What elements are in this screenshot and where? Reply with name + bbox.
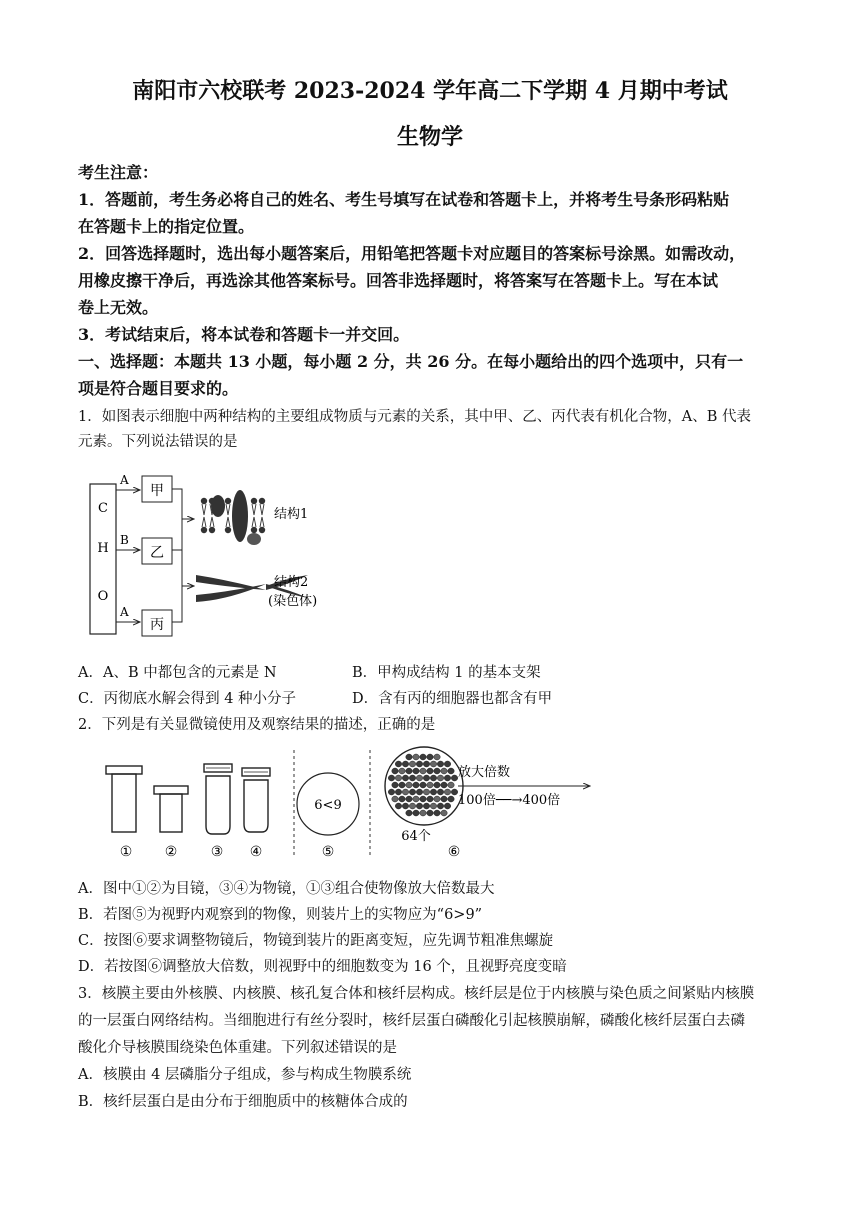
cell [434, 796, 440, 802]
notice-heading: 考生注意： [78, 163, 159, 182]
cell [406, 754, 412, 760]
arrow-label-b: B [120, 533, 129, 547]
cell [392, 796, 398, 802]
cell [441, 768, 447, 774]
notice-line: 2．回答选择题时，选出每小题答案后，用铅笔把答题卡对应题目的答案标号涂黑。如需改动， [78, 244, 746, 263]
element-c: C [98, 501, 108, 516]
cell [409, 761, 415, 767]
cell [437, 761, 443, 767]
q3-option-a: A．核膜由 4 层磷脂分子组成，参与构成生物膜系统 [78, 1067, 412, 1083]
q3-option-b: B．核纤层蛋白是由分布于细胞质中的核糖体合成的 [78, 1094, 408, 1110]
cell [420, 782, 426, 788]
cell [406, 782, 412, 788]
cell [451, 775, 457, 781]
q1-stem: 1．如图表示细胞中两种结构的主要组成物质与元素的关系，其中甲、乙、丙代表有机化合物，A、B 代表 [78, 409, 751, 425]
cell [413, 768, 419, 774]
cell [427, 796, 433, 802]
box-jia-label: 甲 [150, 483, 164, 499]
cell [420, 796, 426, 802]
cell [413, 796, 419, 802]
cell [413, 754, 419, 760]
box-bing-label: 丙 [150, 617, 164, 633]
objective-short [242, 768, 270, 832]
cell [420, 754, 426, 760]
membrane-structure [201, 490, 265, 545]
cell [420, 768, 426, 774]
q2-option-c: C．按图⑥要求调整物镜后，物镜到装片的距离变短，应先调节粗准焦螺旋 [78, 933, 554, 949]
cell [427, 810, 433, 816]
cell [434, 810, 440, 816]
cell [437, 775, 443, 781]
field-of-view-6 [385, 747, 463, 825]
cell [399, 768, 405, 774]
cell [451, 789, 457, 795]
cell [420, 810, 426, 816]
label-5: ⑤ [321, 844, 335, 860]
q1-stem: 元素。下列说法错误的是 [78, 434, 238, 450]
cell [444, 775, 450, 781]
notice-line: 用橡皮擦干净后，再选涂其他答案标号。回答非选择题时，将答案写在答题卡上。写在本试 [78, 271, 719, 290]
cell [437, 789, 443, 795]
cell [423, 761, 429, 767]
cell [399, 796, 405, 802]
element-h: H [97, 541, 109, 556]
cell [444, 761, 450, 767]
cell [395, 761, 401, 767]
cell [416, 761, 422, 767]
cell [399, 782, 405, 788]
element-o: O [97, 589, 109, 604]
cell [402, 803, 408, 809]
cell [416, 775, 422, 781]
exam-title: 南阳市六校联考 2023-2024 学年高二下学期 4 月期中考试 [132, 78, 728, 104]
cell [413, 810, 419, 816]
magnification-range: 100倍──→400倍 [458, 793, 561, 808]
q3-stem: 酸化介导核膜围绕染色体重建。下列叙述错误的是 [78, 1040, 397, 1056]
cell [413, 782, 419, 788]
cell [423, 803, 429, 809]
cell [392, 768, 398, 774]
arrow-label-a: A [120, 473, 129, 487]
q1-option-d: D．含有丙的细胞器也都含有甲 [352, 691, 553, 707]
section-heading: 项是符合题目要求的。 [78, 379, 239, 398]
cell [434, 754, 440, 760]
cell [409, 789, 415, 795]
cell [430, 761, 436, 767]
cell [402, 789, 408, 795]
cell [427, 754, 433, 760]
cell [409, 803, 415, 809]
cell [395, 803, 401, 809]
cell [395, 775, 401, 781]
objective-long [204, 764, 232, 834]
field-text: 6<9 [314, 798, 342, 813]
structure1-label: 结构1 [274, 507, 309, 522]
cell [388, 775, 394, 781]
q1-option-c: C．丙彻底水解会得到 4 种小分子 [78, 691, 297, 707]
cell [441, 796, 447, 802]
cell [448, 768, 454, 774]
cell [427, 768, 433, 774]
cell [430, 803, 436, 809]
label-3: ③ [210, 844, 224, 860]
label-1: ① [119, 844, 133, 860]
q2-stem: 2．下列是有关显微镜使用及观察结果的描述，正确的是 [78, 717, 436, 733]
q2-diagram [100, 746, 660, 864]
eyepiece-short [154, 786, 188, 832]
cell [441, 810, 447, 816]
cell [434, 768, 440, 774]
q3-stem: 3．核膜主要由外核膜、内核膜、核孔复合体和核纤层构成。核纤层是位于内核膜与染色质之间紧贴内核膜 [78, 986, 755, 1002]
structure2-label: 结构2 [274, 575, 309, 590]
cell [406, 810, 412, 816]
cell [430, 789, 436, 795]
cell [406, 768, 412, 774]
cell [409, 775, 415, 781]
q2-option-b: B．若图⑤为视野内观察到的物像，则装片上的实物应为“6>9” [78, 907, 483, 923]
cell [392, 782, 398, 788]
q2-option-d: D．若按图⑥调整放大倍数，则视野中的细胞数变为 16 个，且视野亮度变暗 [78, 959, 567, 975]
cell [395, 789, 401, 795]
cell [448, 796, 454, 802]
label-6: ⑥ [447, 844, 461, 860]
cell [441, 782, 447, 788]
eyepiece-long [106, 766, 142, 832]
magnification-title: 放大倍数 [458, 765, 511, 780]
box-yi-label: 乙 [150, 545, 164, 561]
label-4: ④ [249, 844, 263, 860]
q1-option-a: A．A、B 中都包含的元素是 N [78, 665, 277, 681]
notice-line: 1．答题前，考生务必将自己的姓名、考生号填写在试卷和答题卡上，并将考生号条形码粘贴 [78, 190, 730, 209]
q1-diagram [78, 462, 338, 642]
notice-line: 在答题卡上的指定位置。 [78, 217, 255, 236]
cell [423, 775, 429, 781]
notice-line: 3．考试结束后，将本试卷和答题卡一并交回。 [78, 325, 410, 344]
cell [406, 796, 412, 802]
cell [444, 789, 450, 795]
cell [416, 803, 422, 809]
cell [402, 775, 408, 781]
cell [416, 789, 422, 795]
q2-option-a: A．图中①②为目镜，③④为物镜，①③组合使物像放大倍数最大 [78, 881, 495, 897]
cell [402, 761, 408, 767]
q3-stem: 的一层蛋白网络结构。当细胞进行有丝分裂时，核纤层蛋白磷酸化引起核膜崩解，磷酸化核纤层蛋白去磷 [78, 1013, 745, 1029]
cell [427, 782, 433, 788]
cell [430, 775, 436, 781]
cell [388, 789, 394, 795]
cell [437, 803, 443, 809]
cell [448, 782, 454, 788]
label-2: ② [164, 844, 178, 860]
q1-option-b: B．甲构成结构 1 的基本支架 [352, 665, 541, 681]
cell [434, 782, 440, 788]
notice-line: 卷上无效。 [78, 298, 159, 317]
arrow-label-a2: A [120, 605, 129, 619]
structure2-note: (染色体) [268, 594, 318, 609]
cell [444, 803, 450, 809]
section-heading: 一、选择题：本题共 13 小题，每小题 2 分，共 26 分。在每小题给出的四个选项中，只有一 [78, 352, 744, 371]
cell-count-label: 64个 [401, 829, 431, 844]
subject-title: 生物学 [396, 124, 463, 150]
cell [423, 789, 429, 795]
